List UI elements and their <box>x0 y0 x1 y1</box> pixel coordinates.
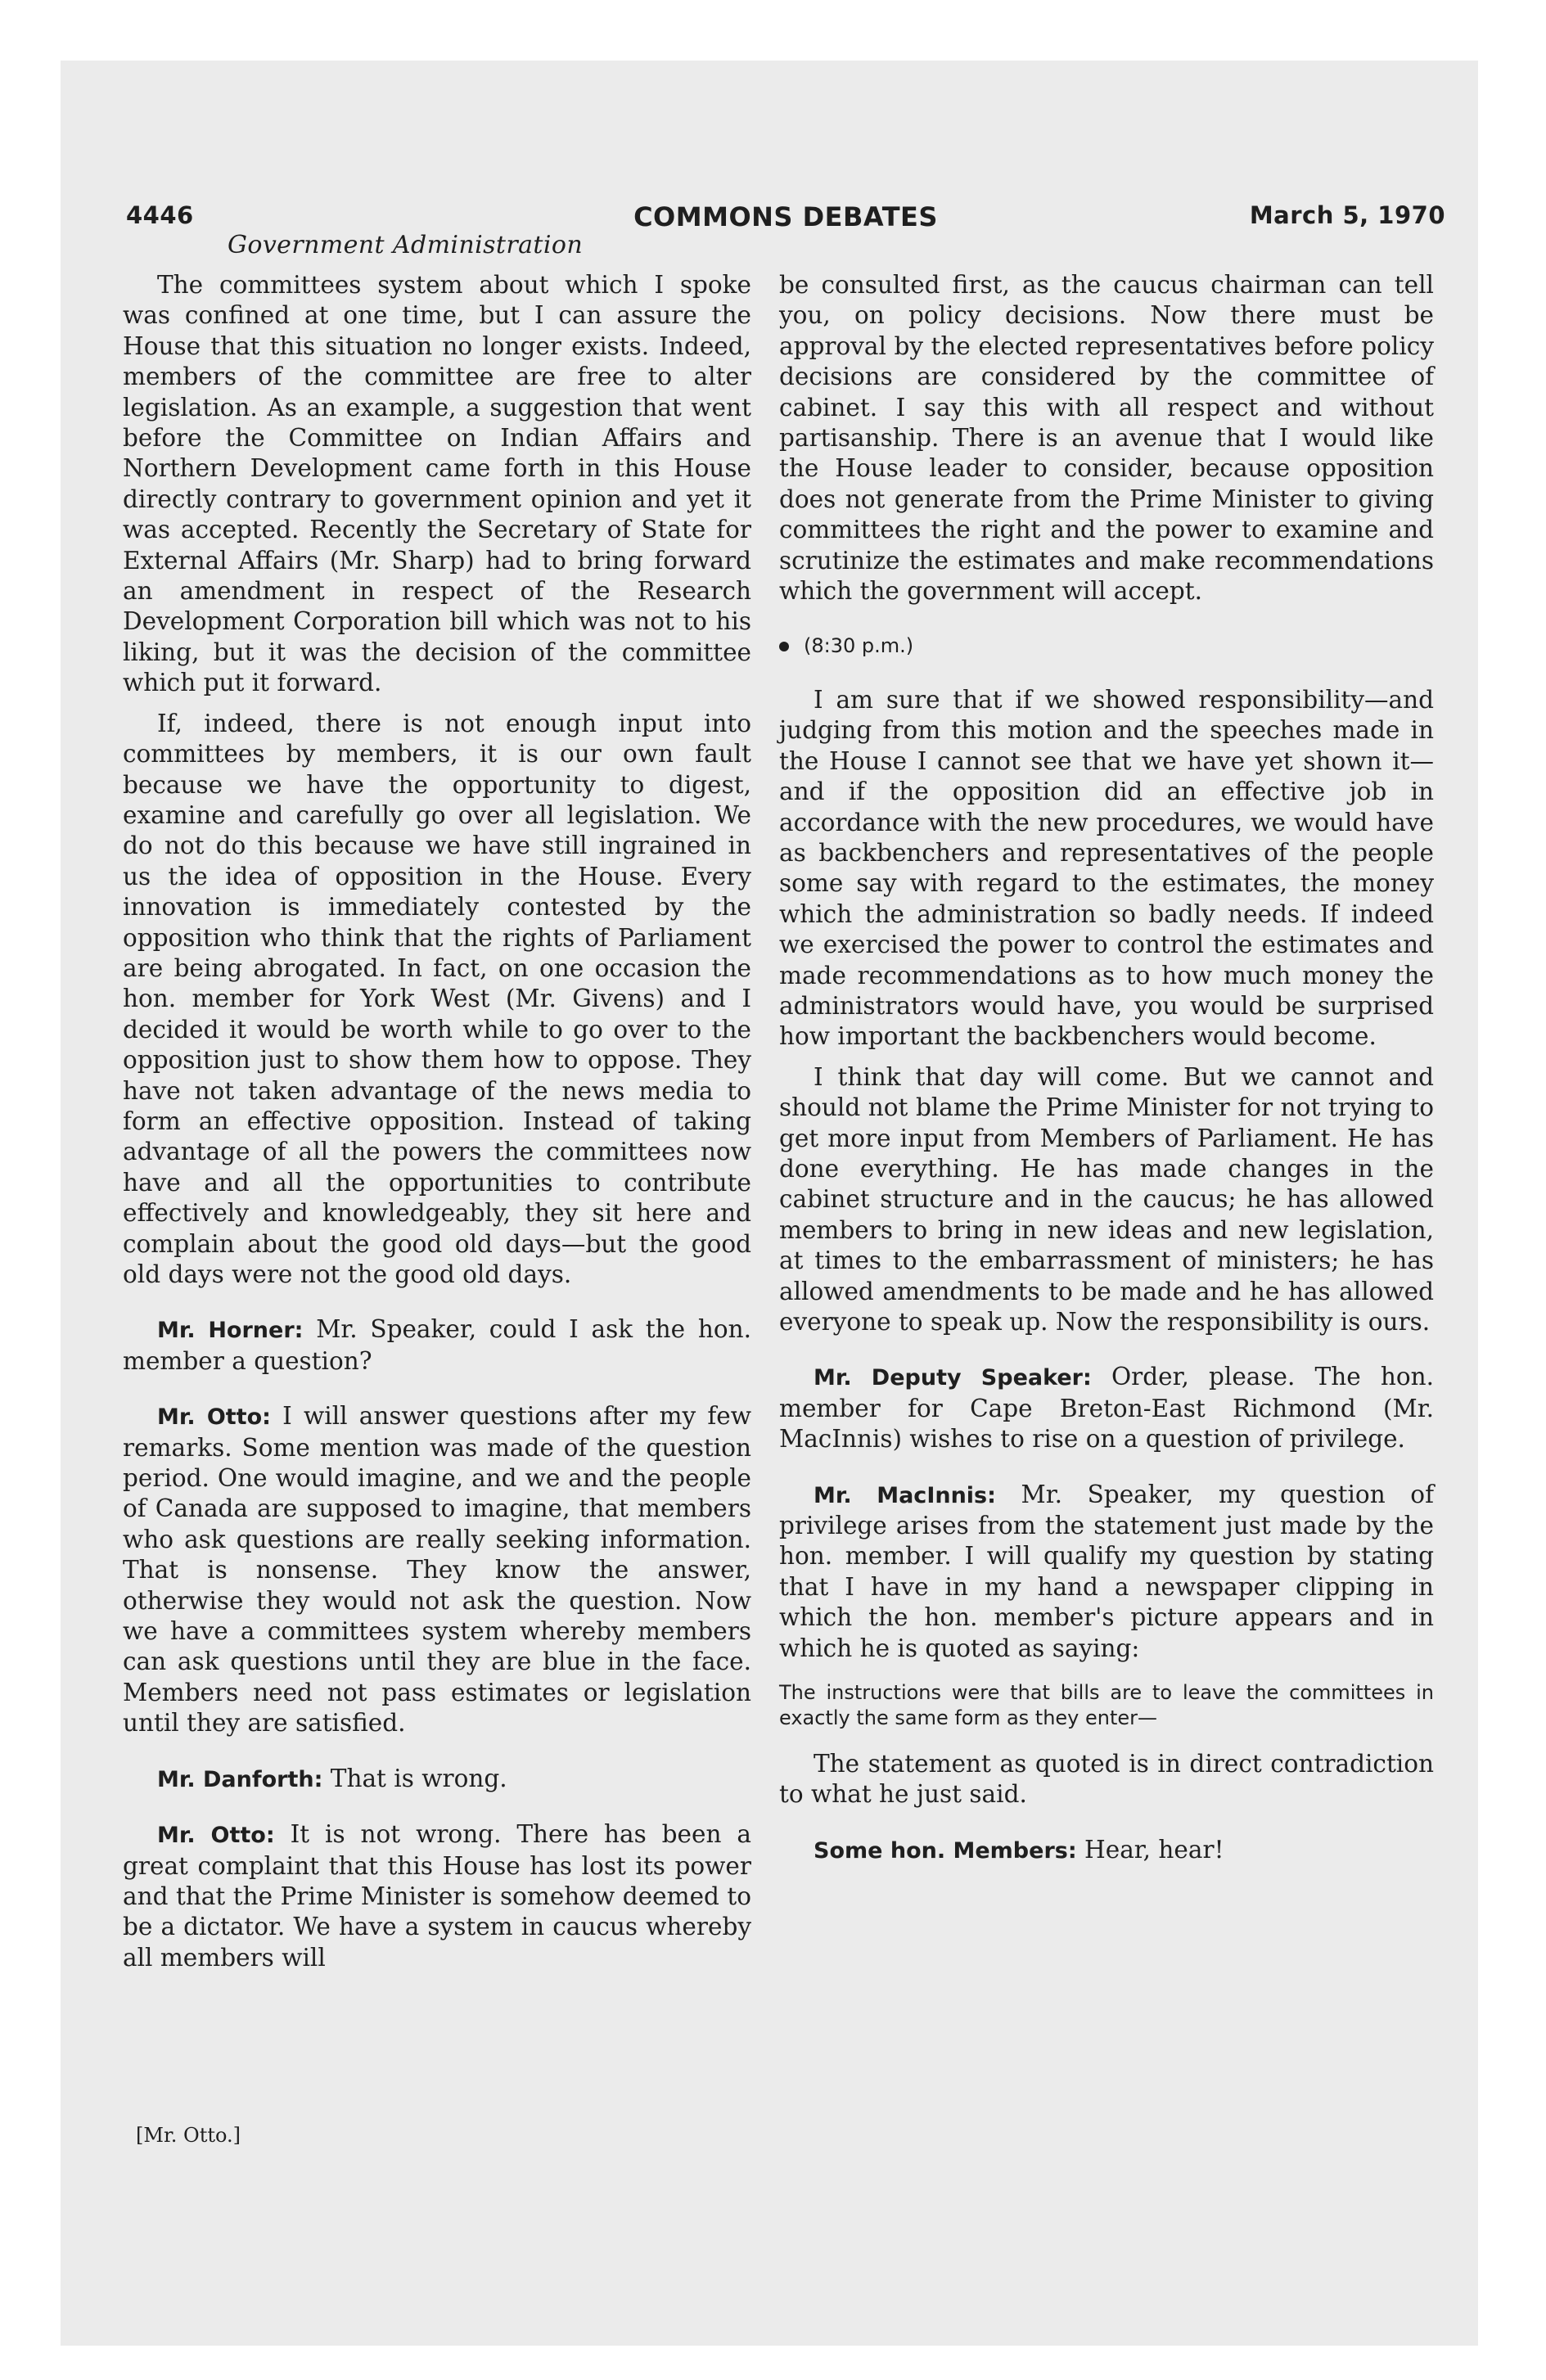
byline: [Mr. Otto.] <box>136 2124 241 2147</box>
bullet-icon <box>779 642 789 651</box>
paragraph: I think that day will come. But we cannot and should not blame the Prime Minister for not trying to get more input from Members of Parliament. He has done everything. He has made changes in the cabinet structure and in the caucus; he has allowed members to bring in new ideas and new legislation, at times to the embarrassment of ministers; he has allowed amendments to be made and he has allowed everyone to speak up. Now the responsibility is ours. <box>779 1062 1434 1336</box>
speech <box>123 1314 751 1377</box>
speech <box>123 1764 751 1795</box>
right-column <box>779 270 1434 1866</box>
speech-text: I will answer questions after my few remarks. Some mention was made of the question period. One would imagine, and we and the people of Canada are supposed to imagine, that members who ask questions are really seeking information. That is nonsense. They know the answer, otherwise they would not ask the question. Now we have a committees system whereby members can ask questions until they are blue in the face. Members need not pass estimates or legislation until they are satisfied. <box>123 1402 751 1738</box>
issue-date: March 5, 1970 <box>1249 201 1445 229</box>
speaker-name: Some hon. Members: <box>814 1837 1077 1864</box>
paragraph: If, indeed, there is not enough input into committees by members, it is our own fault because we have the opportunity to digest, examine and carefully go over all legislation. We do not do this because we have still ingrained in us the idea of opposition in the House. Every innovation is immediately contested by the opposition who think that the rights of Parliament are being abrogated. In fact, on one occasion the hon. member for York West (Mr. Givens) and I decided it would be worth while to go over to the opposition just to show them how to oppose. They have not taken advantage of the news media to form an effective opposition. Instead of taking advantage of all the powers the committees now have and all the opportunities to contribute effectively and knowledgeably, they sit here and complain about the good old days—but the good old days were not the good old days. <box>123 709 751 1288</box>
speech-text: Mr. Speaker, could I ask the hon. member a question? <box>123 1315 751 1375</box>
speech <box>779 1362 1434 1454</box>
speech <box>779 1480 1434 1664</box>
paragraph: be consulted first, as the caucus chairman can tell you, on policy decisions. Now there must be approval by the elected representatives before policy decisions are considered by the committee of cabinet. I say this with all respect and without partisanship. There is an avenue that I would like the House leader to consider, because opposition does not generate from the Prime Minister to giving committees the right and the power to examine and scrutinize the estimates and make recommendations which the government will accept. <box>779 271 1434 606</box>
page-number: 4446 <box>126 201 194 229</box>
speech-text: Hear, hear! <box>1084 1835 1224 1864</box>
speech-text: Order, please. The hon. member for Cape Breton-East Richmond (Mr. MacInnis) wishes to rise on a question of privilege. <box>779 1363 1434 1454</box>
speech-text: That is wrong. <box>330 1764 507 1792</box>
time-marker <box>779 631 1434 661</box>
speech <box>123 1401 751 1738</box>
left-column <box>123 270 751 1973</box>
subject-heading: Government Administration <box>228 231 584 259</box>
speech <box>779 1835 1434 1866</box>
speaker-name: Mr. MacInnis: <box>814 1482 996 1508</box>
quoted-passage: The instructions were that bills are to leave the committees in exactly the same form as they enter— <box>779 1681 1434 1730</box>
speaker-name: Mr. Horner: <box>157 1318 304 1344</box>
speaker-name: Mr. Deputy Speaker: <box>814 1365 1092 1391</box>
speaker-name: Mr. Danforth: <box>157 1766 323 1792</box>
speech <box>123 1819 751 1973</box>
speaker-name: Mr. Otto: <box>157 1404 271 1431</box>
speaker-name: Mr. Otto: <box>157 1823 275 1849</box>
time-text: (8:30 p.m.) <box>804 634 914 658</box>
publication-title: COMMONS DEBATES <box>633 201 938 232</box>
speech-text: Mr. Speaker, my question of privilege arises from the statement just made by the hon. member. I will qualify my question by stating that I have in my hand a newspaper clipping in which the hon. member's picture appears and in which he is quoted as saying: <box>779 1480 1434 1662</box>
paragraph: The statement as quoted is in direct contradiction to what he just said. <box>779 1750 1434 1809</box>
paragraph: The committees system about which I spoke was confined at one time, but I can assure the House that this situation no longer exists. Indeed, members of the committee are free to alter legislation. As an example, a suggestion that went before the Committee on Indian Affairs and Northern Development came forth in this House directly contrary to government opinion and yet it was accepted. Recently the Secretary of State for External Affairs (Mr. Sharp) had to bring forward an amendment in respect of the Research Development Corporation bill which was not to his liking, but it was the decision of the committee which put it forward. <box>123 271 751 697</box>
paragraph: I am sure that if we showed responsibility—and judging from this motion and the speeches made in the House I cannot see that we have yet shown it—and if the opposition did an effective job in accordance with the new procedures, we would have as backbenchers and representatives of the people some say with regard to the estimates, the money which the administration so badly needs. If indeed we exercised the power to control the estimates and made recommendations as to how much money the administrators would have, you would be surprised how important the backbenchers would become. <box>779 685 1434 1051</box>
speech-text: It is not wrong. There has been a great complaint that this House has lost its power and that the Prime Minister is somehow deemed to be a dictator. We have a system in caucus whereby all members will <box>123 1820 751 1972</box>
